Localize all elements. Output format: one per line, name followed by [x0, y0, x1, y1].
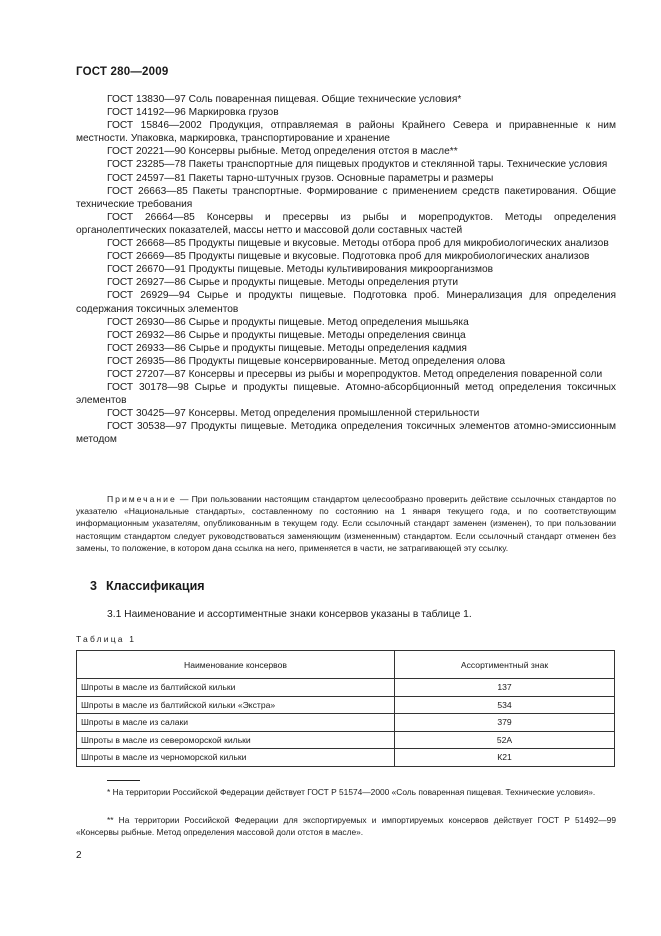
- column-header-sign: Ассортиментный знак: [395, 651, 615, 679]
- document-header: ГОСТ 280—2009: [76, 66, 169, 78]
- reference-item: ГОСТ 26932—86 Сырье и продукты пищевые. Методы определения свинца: [107, 329, 466, 341]
- footnote-divider: [107, 780, 140, 781]
- section-heading: [90, 579, 205, 593]
- table-row: [77, 679, 615, 697]
- note-text: — При пользовании настоящим стандартом целесообразно проверить действие ссылочных стандартов по указателю «Национальные стандарты», составленному по состоянию на 1 января текущего года, и по соответствующим информационным указателям, опубликованным в текущем году. Если ссылочный стандарт заменен (изменен), то при пользовании настоящим стандартом следует руководствоваться заменяющим (измененным) стандартом. Если ссылочный стандарт отменен без замены, то положение, в котором дана ссылка на него, применяется в части, не затрагивающей эту ссылку.: [76, 494, 616, 553]
- normative-references-list: [76, 93, 616, 447]
- note-label: Примечание: [107, 494, 177, 504]
- reference-item: ГОСТ 23285—78 Пакеты транспортные для пищевых продуктов и стеклянной тары. Технические условия: [107, 159, 608, 171]
- reference-item: ГОСТ 30178—98 Сырье и продукты пищевые. Атомно-абсорбционный метод определения токсичных элементов: [76, 382, 616, 407]
- page-number: 2: [76, 850, 82, 861]
- footnote: * На территории Российской Федерации действует ГОСТ Р 51574—2000 «Соль поваренная пищевая. Технические условия».: [107, 787, 596, 797]
- reference-item: ГОСТ 26927—86 Сырье и продукты пищевые. Методы определения ртути: [107, 277, 459, 289]
- section-number: 3: [90, 579, 97, 593]
- reference-item: ГОСТ 30425—97 Консервы. Метод определения промышленной стерильности: [107, 408, 480, 420]
- assortment-table: [76, 650, 615, 767]
- assortment-sign-cell: 379: [395, 714, 615, 732]
- assortment-sign-cell: 137: [395, 679, 615, 697]
- reference-item: ГОСТ 26930—86 Сырье и продукты пищевые. Метод определения мышьяка: [107, 316, 469, 328]
- footnote: ** На территории Российской Федерации для экспортируемых и импортируемых консервов действует ГОСТ Р 51492—99 «Консервы рыбные. Метод определения массовой доли отстоя в масле».: [76, 815, 616, 837]
- table-row: [77, 731, 615, 749]
- product-name-cell: Шпроты в масле из черноморской кильки: [77, 749, 395, 767]
- reference-item: ГОСТ 14192—96 Маркировка грузов: [107, 107, 279, 119]
- reference-item: ГОСТ 26663—85 Пакеты транспортные. Формирование с применением средств пакетирования. Общие технические требования: [76, 185, 616, 210]
- reference-item: ГОСТ 20221—90 Консервы рыбные. Метод определения отстоя в масле**: [107, 146, 458, 158]
- reference-item: ГОСТ 24597—81 Пакеты тарно-штучных грузов. Основные параметры и размеры: [107, 172, 494, 184]
- assortment-sign-cell: К21: [395, 749, 615, 767]
- table-row: [77, 714, 615, 732]
- reference-item: ГОСТ 26664—85 Консервы и пресервы из рыбы и морепродуктов. Методы определения органолептических показателей, массы нетто и массовой доли составных частей: [76, 211, 616, 236]
- column-header-name: Наименование консервов: [77, 651, 395, 679]
- table-row: [77, 749, 615, 767]
- reference-item: ГОСТ 26929—94 Сырье и продукты пищевые. Подготовка проб. Минерализация для определения содержания токсичных элементов: [76, 290, 616, 315]
- reference-item: ГОСТ 27207—87 Консервы и пресервы из рыбы и морепродуктов. Метод определения поваренной соли: [107, 368, 603, 380]
- reference-item: ГОСТ 26933—86 Сырье и продукты пищевые. Методы определения кадмия: [107, 342, 467, 354]
- product-name-cell: Шпроты в масле из салаки: [77, 714, 395, 732]
- section-paragraph: 3.1 Наименование и ассортиментные знаки консервов указаны в таблице 1.: [107, 609, 472, 620]
- reference-item: ГОСТ 26668—85 Продукты пищевые и вкусовые. Методы отбора проб для микробиологических анализов: [107, 238, 609, 250]
- reference-item: ГОСТ 30538—97 Продукты пищевые. Методика определения токсичных элементов атомно-эмиссионным методом: [76, 421, 616, 446]
- assortment-sign-cell: 52А: [395, 731, 615, 749]
- table-caption: Таблица 1: [76, 634, 137, 644]
- table-header-row: [77, 651, 615, 679]
- reference-item: ГОСТ 26935—86 Продукты пищевые консервированные. Метод определения олова: [107, 355, 506, 367]
- product-name-cell: Шпроты в масле из балтийской кильки «Экстра»: [77, 696, 395, 714]
- assortment-sign-cell: 534: [395, 696, 615, 714]
- note-paragraph: [76, 493, 616, 554]
- reference-item: ГОСТ 15846—2002 Продукция, отправляемая в районы Крайнего Севера и приравненные к ним местности. Упаковка, маркировка, транспортирование и хранение: [76, 120, 616, 145]
- reference-item: ГОСТ 26670—91 Продукты пищевые. Методы культивирования микроорганизмов: [107, 264, 494, 276]
- reference-item: ГОСТ 13830—97 Соль поваренная пищевая. Общие технические условия*: [107, 94, 462, 105]
- table-row: [77, 696, 615, 714]
- section-title: Классификация: [105, 579, 205, 593]
- product-name-cell: Шпроты в масле из североморской кильки: [77, 731, 395, 749]
- reference-item: ГОСТ 26669—85 Продукты пищевые и вкусовые. Подготовка проб для микробиологических анализов: [107, 251, 590, 263]
- product-name-cell: Шпроты в масле из балтийской кильки: [77, 679, 395, 697]
